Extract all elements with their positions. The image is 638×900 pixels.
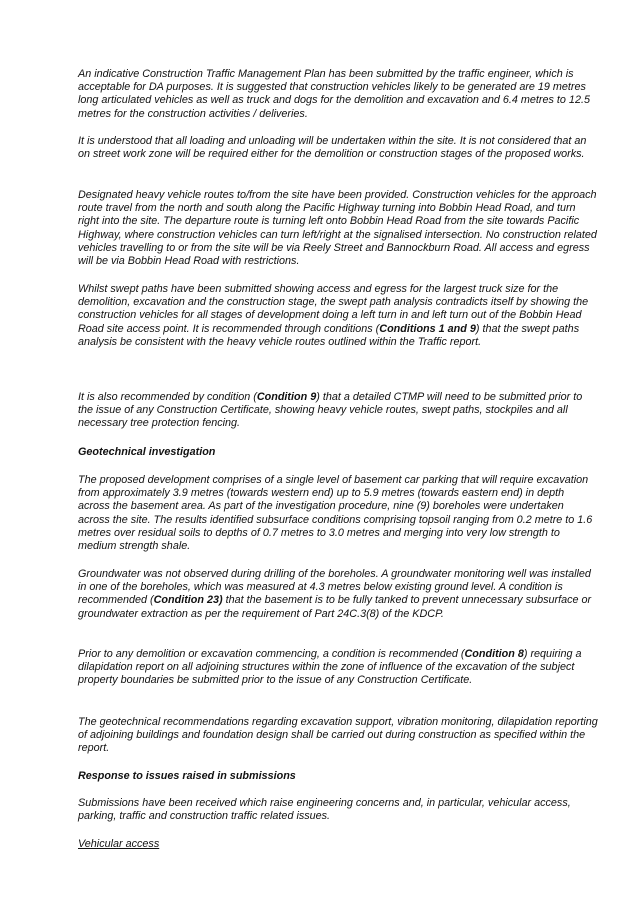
paragraph-text: that the basement is to be fully tanked to prevent unnecessary subsurface or groundwater extraction as per the requirement of Part 24C.3(8) of the KDCP. [78, 594, 592, 620]
condition-reference: Conditions 1 and 9 [379, 322, 476, 335]
heading-geotechnical: Geotechnical investigation [78, 446, 216, 458]
heading-vehicular-access: Vehicular access [78, 838, 160, 850]
paragraph-text: ) requiring a dilapidation report on all adjoining structures within the zone of influence of the excavation of the subject property boundaries be submitted prior to the issue of any Construction Certificate. [78, 648, 582, 687]
paragraph-ctmp: An indicative Construction Traffic Management Plan has been submitted by the traffic engineer, which is acceptable for DA purposes. It is suggested that construction vehicles likely to be generated are 19 metres long articulated vehicles as well as truck and dogs for the demolition and excavation and 6.4 metres to 12.5 metres for the construction activities / deliveries. [78, 68, 590, 120]
paragraph-groundwater [78, 568, 598, 621]
paragraph-text: ) that a detailed CTMP will need to be submitted prior to the issue of any Construction Certificate, showing heavy vehicle routes, swept paths, stockpiles and all necessary tree protection fencing. [78, 391, 583, 430]
heading-submissions: Response to issues raised in submissions [78, 770, 296, 782]
condition-reference: Condition 23) [153, 594, 223, 607]
paragraph-text: Prior to any demolition or excavation commencing, a condition is recommended ( [78, 648, 465, 660]
paragraph-geotech-recommendations: The geotechnical recommendations regarding excavation support, vibration monitoring, dilapidation reporting of adjoining buildings and foundation design shall be carried out during construction as specified within the report. [78, 716, 598, 755]
paragraph-dilapidation [78, 648, 598, 688]
paragraph-text: Groundwater was not observed during drilling of the boreholes. A groundwater monitoring well was installed in one of the boreholes, which was measured at 4.3 metres below existing ground level. A condition is recommended ( [78, 568, 591, 607]
paragraph-text: Whilst swept paths have been submitted showing access and egress for the largest truck size for the demolition, excavation and the construction stage, the swept path analysis contradicts itself by showing the construction vehicles for all stages of development doing a left turn in and left turn out of the Bobbin Head Road site access point. It is recommended through conditions ( [78, 283, 589, 335]
paragraph-swept-paths [78, 283, 598, 349]
paragraph-development: The proposed development comprises of a single level of basement car parking that will require excavation from approximately 3.9 metres (towards western end) up to 5.9 metres (towards eastern end) in depth across the basement area. As part of the investigation procedure, nine (9) boreholes were undertaken across the site. The results identified subsurface conditions comprising topsoil ranging from 0.2 metre to 1.6 metres over residual soils to depths of 0.7 metres to 3.0 metres and merging into very low strength to medium strength shale. [78, 474, 593, 553]
paragraph-loading: It is understood that all loading and unloading will be undertaken within the site. It is not considered that an on street work zone will be required either for the demolition or construction stages of the proposed works. [78, 135, 587, 161]
paragraph-submissions: Submissions have been received which raise engineering concerns and, in particular, vehicular access, parking, traffic and construction traffic related issues. [78, 797, 571, 823]
paragraph-vehicle-routes: Designated heavy vehicle routes to/from the site have been provided. Construction vehicles for the approach route travel from the north and south along the Pacific Highway turning into Bobbin Head Road, and turn right into the site. The departure route is turning left onto Bobbin Head Road from the site towards Pacific Highway, where construction vehicles can turn left/right at the signalised intersection. No construction related vehicles travelling to or from the site will be via Reely Street and Bannockburn Road. All access and egress will be via Bobbin Head Road with restrictions. [78, 189, 597, 268]
condition-reference: Condition 8 [464, 648, 524, 660]
paragraph-text: It is also recommended by condition ( [78, 391, 257, 403]
paragraph-text: ) that the swept paths analysis be consistent with the heavy vehicle routes outlined within the Traffic report. [78, 322, 580, 348]
paragraph-detailed-ctmp [78, 391, 598, 431]
condition-reference: Condition 9 [256, 391, 317, 403]
